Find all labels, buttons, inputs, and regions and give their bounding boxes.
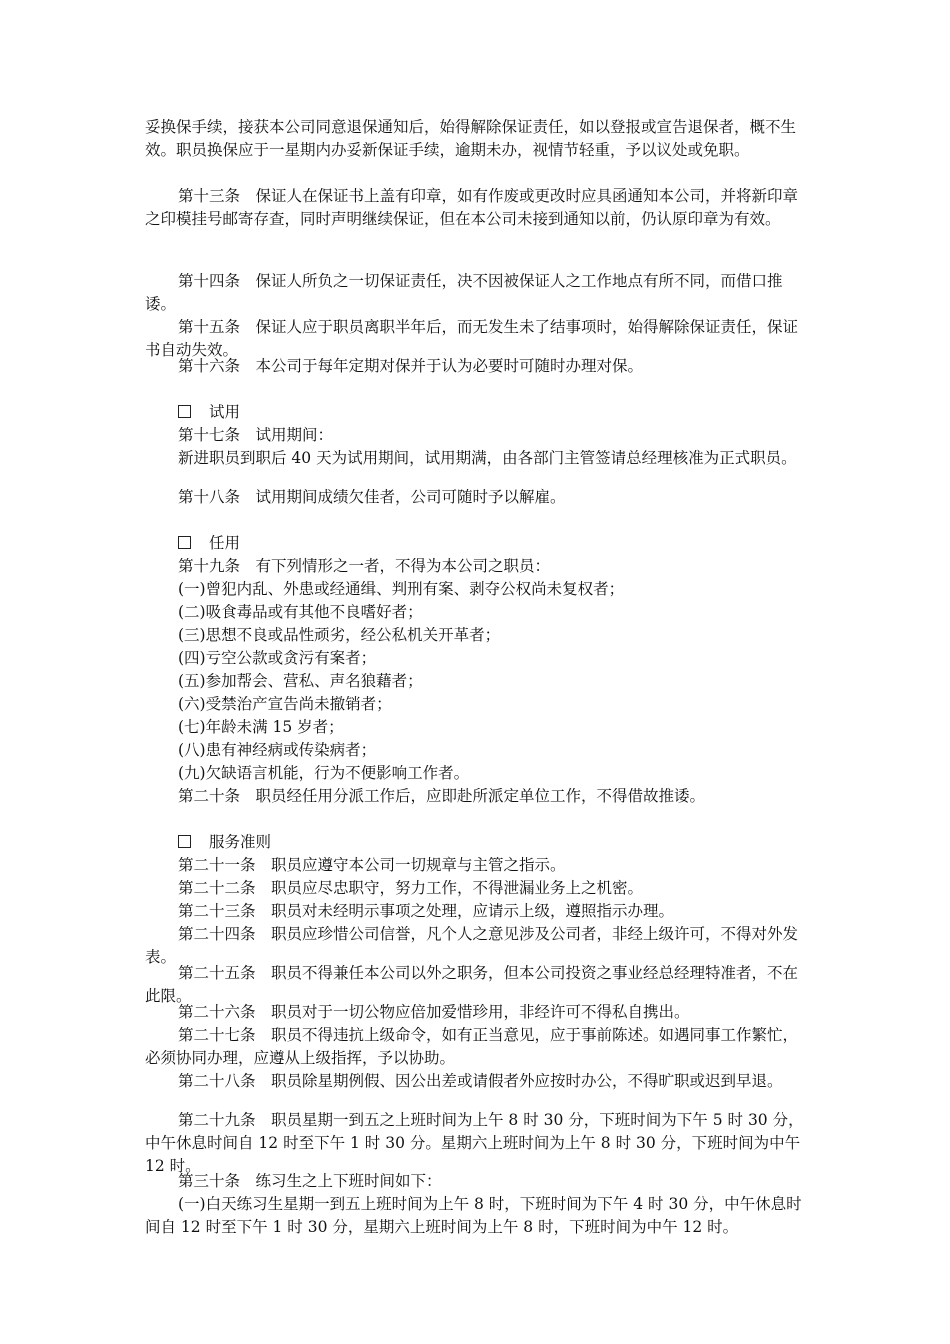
list-item: (一)曾犯内乱、外患或经通缉、判刑有案、剥夺公权尚未复权者； (178, 580, 625, 598)
list-item: (八)患有神经病或传染病者； (178, 741, 377, 759)
section-title: 任用 (209, 534, 241, 552)
article-23: 第二十三条 职员对未经明示事项之处理，应请示上级，遵照指示办理。 (178, 902, 675, 920)
list-item: (四)亏空公款或贪污有案者； (178, 649, 377, 667)
section-heading-appointment (145, 532, 843, 555)
article-30: 第三十条 练习生之上下班时间如下： (178, 1172, 442, 1190)
section-title: 试用 (209, 403, 241, 421)
list-item: (五)参加帮会、营私、声名狼藉者； (178, 672, 423, 690)
article-15: 第十五条 保证人应于职员离职半年后，而无发生未了结事项时，始得解除保证责任，保证书自动失效。 (145, 318, 799, 359)
article-26: 第二十六条 职员对于一切公物应倍加爱惜珍用，非经许可不得私自携出。 (178, 1003, 690, 1021)
article-25: 第二十五条 职员不得兼任本公司以外之职务，但本公司投资之事业经总经理特准者，不在此限。 (145, 964, 799, 1005)
article-20: 第二十条 职员经任用分派工作后，应即赴所派定单位工作，不得借故推诿。 (178, 787, 706, 805)
checkbox-icon (178, 536, 191, 549)
checkbox-icon (178, 405, 191, 418)
article-13: 第十三条 保证人在保证书上盖有印章，如有作废或更改时应具函通知本公司，并将新印章之印模挂号邮寄存查，同时声明继续保证，但在本公司未接到通知以前，仍认原印章为有效。 (145, 187, 799, 228)
article-24: 第二十四条 职员应珍惜公司信誉，凡个人之意见涉及公司者，非经上级许可，不得对外发表。 (145, 925, 799, 966)
list-item: (三)思想不良或品性顽劣，经公私机关开革者； (178, 626, 501, 644)
article-19: 第十九条 有下列情形之一者，不得为本公司之职员： (178, 557, 551, 575)
checkbox-icon (178, 835, 191, 848)
article-16: 第十六条 本公司于每年定期对保并于认为必要时可随时办理对保。 (178, 357, 644, 375)
section-title: 服务准则 (209, 833, 272, 851)
section-heading-trial (145, 401, 843, 424)
article-29: 第二十九条 职员星期一到五之上班时间为上午 8 时 30 分，下班时间为下午 5 时 30 分，中午休息时间自 12 时至下午 1 时 30 分。星期六上班时间为上午 8 时 30 分，下班时间为中午 12 时。 (145, 1111, 804, 1175)
article-14: 第十四条 保证人所负之一切保证责任，决不因被保证人之工作地点有所不同，而借口推诿。 (145, 272, 783, 313)
article-30-item-1: (一)白天练习生星期一到五上班时间为上午 8 时，下班时间为下午 4 时 30 分，中午休息时间自 12 时至下午 1 时 30 分，星期六上班时间为上午 8 时，下班时间为中午 12 时。 (145, 1195, 802, 1236)
article-27: 第二十七条 职员不得违抗上级命令，如有正当意见，应于事前陈述。如遇同事工作繁忙，必须协同办理，应遵从上级指挥，予以协助。 (145, 1026, 799, 1067)
list-item: (六)受禁治产宣告尚未撤销者； (178, 695, 392, 713)
article-21: 第二十一条 职员应遵守本公司一切规章与主管之指示。 (178, 856, 566, 874)
article-18: 第十八条 试用期间成绩欠佳者，公司可随时予以解雇。 (178, 488, 566, 506)
list-item: (二)吸食毒品或有其他不良嗜好者； (178, 603, 423, 621)
article-28: 第二十八条 职员除星期例假、因公出差或请假者外应按时办公，不得旷职或迟到早退。 (178, 1072, 783, 1090)
article-17: 第十七条 试用期间： (178, 426, 334, 444)
section-heading-service (145, 831, 843, 854)
article-22: 第二十二条 职员应尽忠职守，努力工作，不得泄漏业务上之机密。 (178, 879, 644, 897)
paragraph-continuation: 妥换保手续，接获本公司同意退保通知后，始得解除保证责任，如以登报或宣告退保者，概不生效。职员换保应于一星期内办妥新保证手续，逾期未办，视情节轻重，予以议处或免职。 (145, 118, 797, 159)
article-17-body: 新进职员到职后 40 天为试用期间，试用期满，由各部门主管签请总经理核准为正式职员。 (178, 449, 797, 467)
list-item: (九)欠缺语言机能，行为不便影响工作者。 (178, 764, 470, 782)
list-item: (七)年龄未满 15 岁者； (178, 718, 344, 736)
